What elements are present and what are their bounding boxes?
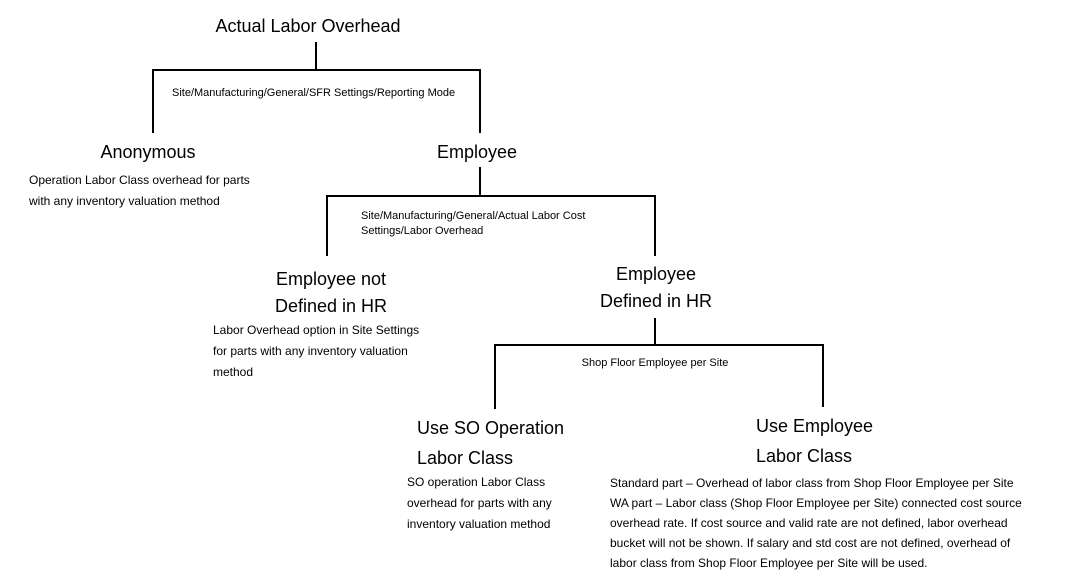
bracket2-right-drop-line — [654, 195, 656, 256]
employee-stem-line — [479, 167, 481, 197]
branch2-condition-label — [361, 209, 585, 239]
description-line: labor class from Shop Floor Employee per Site will be used. — [610, 556, 928, 570]
label-line: Defined in HR — [599, 291, 713, 311]
use-employee-node-label — [756, 411, 873, 471]
anonymous-node-description — [29, 170, 250, 212]
description-line: with any inventory valuation method — [29, 194, 220, 208]
use-so-operation-node-label — [417, 413, 564, 473]
bracket2-horizontal-line — [326, 195, 656, 197]
label-line: Defined in HR — [274, 296, 388, 316]
label-line: Labor Class — [417, 448, 514, 468]
bracket3-left-drop-line — [494, 344, 496, 409]
use-employee-node-description — [610, 473, 1022, 573]
description-line: Operation Labor Class overhead for parts — [29, 173, 250, 187]
bracket3-horizontal-line — [494, 344, 824, 346]
bracket1-left-drop-line — [152, 69, 154, 133]
description-line: bucket will not be shown. If salary and std cost are not defined, overhead of — [610, 536, 1011, 550]
bracket1-horizontal-line — [152, 69, 481, 71]
description-line: overhead for parts with any — [407, 496, 552, 510]
description-line: overhead rate. If cost source and valid rate are not defined, labor overhead — [610, 516, 1008, 530]
employee-node-label: Employee — [436, 142, 518, 162]
employee-hr-node-label — [566, 261, 746, 315]
description-line: WA part – Labor class (Shop Floor Employee per Site) connected cost source — [610, 496, 1022, 510]
description-line: Standard part – Overhead of labor class from Shop Floor Employee per Site — [610, 476, 1014, 490]
description-line: Labor Overhead option in Site Settings — [213, 323, 420, 337]
label-line: Employee not — [275, 269, 387, 289]
root-stem-line — [315, 42, 317, 71]
bracket1-right-drop-line — [479, 69, 481, 133]
label-line: Use SO Operation — [417, 418, 565, 438]
use-so-operation-node-description — [407, 472, 552, 535]
description-line: inventory valuation method — [407, 517, 551, 531]
bracket2-left-drop-line — [326, 195, 328, 256]
branch3-condition-label: Shop Floor Employee per Site — [581, 357, 729, 369]
description-line: for parts with any inventory valuation — [213, 344, 408, 358]
condition-line: Site/Manufacturing/General/Actual Labor Cost — [361, 210, 586, 222]
anonymous-node-label: Anonymous — [100, 142, 196, 162]
description-line: method — [213, 365, 254, 379]
employee-not-hr-node-description — [213, 320, 419, 383]
description-line: SO operation Labor Class — [407, 475, 546, 489]
branch1-condition-label: Site/Manufacturing/General/SFR Settings/Reporting Mode — [172, 87, 456, 99]
label-line: Use Employee — [756, 416, 874, 436]
label-line: Labor Class — [756, 446, 853, 466]
employee-not-hr-node-label — [241, 266, 421, 320]
bracket3-right-drop-line — [822, 344, 824, 407]
condition-line: Settings/Labor Overhead — [361, 225, 484, 237]
root-node-label: Actual Labor Overhead — [215, 16, 401, 36]
employee-hr-stem-line — [654, 318, 656, 346]
label-line: Employee — [615, 264, 697, 284]
